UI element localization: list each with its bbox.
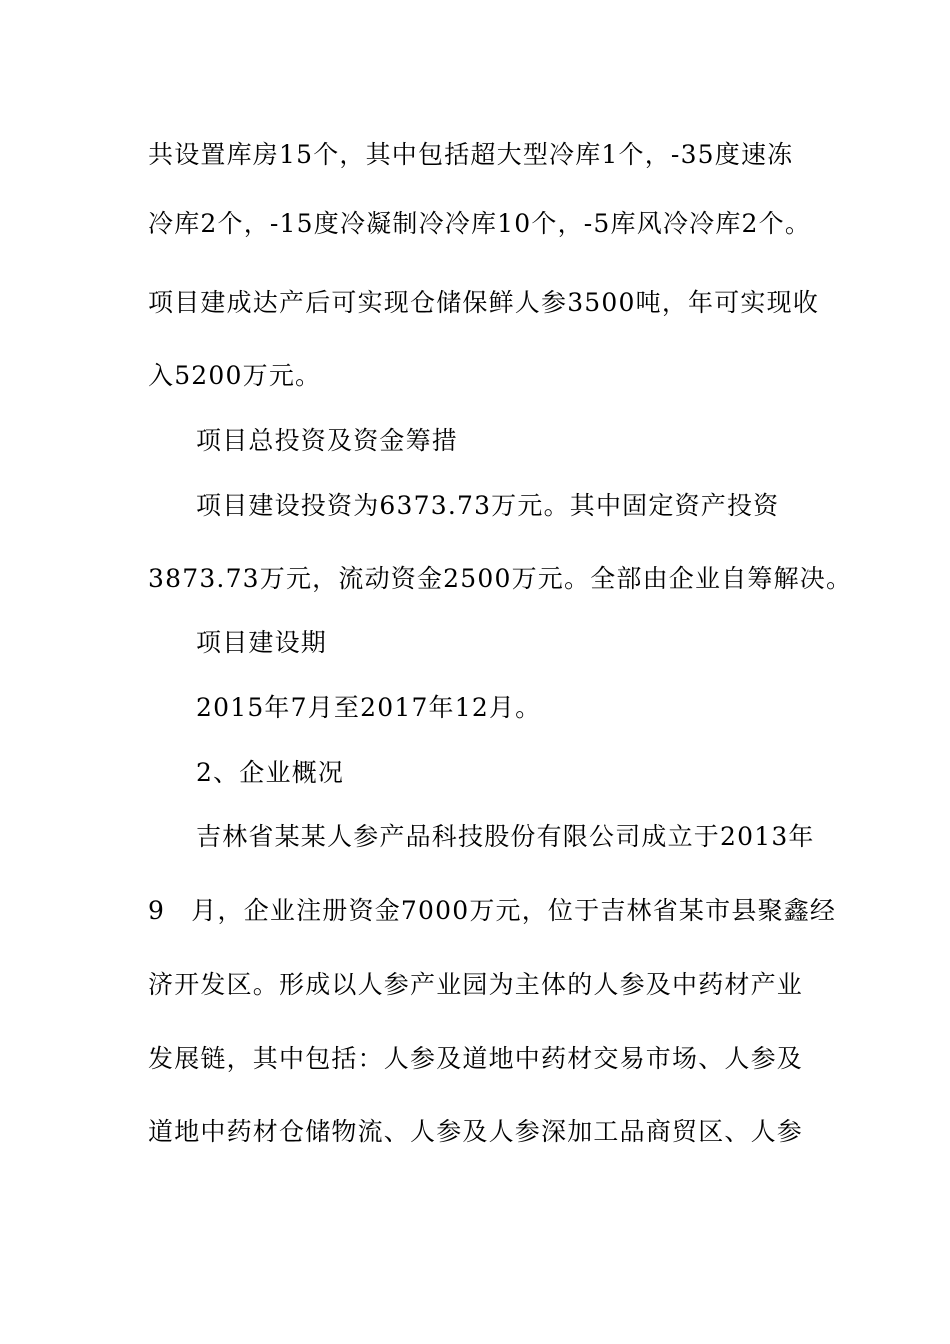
text-line-1: 共设置库房15个，其中包括超大型冷库1个，-35度速冻 <box>148 140 794 169</box>
section-heading-construction-period: 项目建设期 <box>196 628 328 657</box>
text-line-11: 吉林省某某人参产品科技股份有限公司成立于2013年 <box>196 822 815 851</box>
text-line-7: 3873.73万元，流动资金2500万元。全部由企业自筹解决。 <box>148 564 853 593</box>
text-line-15: 道地中药材仓储物流、人参及人参深加工品商贸区、人参 <box>148 1117 804 1146</box>
text-line-13: 济开发区。形成以人参产业园为主体的人参及中药材产业 <box>148 970 804 999</box>
section-heading-investment: 项目总投资及资金筹措 <box>196 426 459 455</box>
text-line-3: 项目建成达产后可实现仓储保鲜人参3500吨，年可实现收 <box>148 288 820 317</box>
text-line-4: 入5200万元。 <box>148 361 322 390</box>
text-line-2: 冷库2个，-15度冷凝制冷冷库10个，-5库风冷冷库2个。 <box>148 209 812 238</box>
text-line-9: 2015年7月至2017年12月。 <box>196 693 542 722</box>
text-line-12: 9 月，企业注册资金7000万元，位于吉林省某市县聚鑫经 <box>148 896 837 925</box>
section-heading-company-overview: 2、企业概况 <box>196 758 345 787</box>
text-line-14: 发展链，其中包括：人参及道地中药材交易市场、人参及 <box>148 1044 804 1073</box>
text-line-6: 项目建设投资为6373.73万元。其中固定资产投资 <box>196 491 780 520</box>
